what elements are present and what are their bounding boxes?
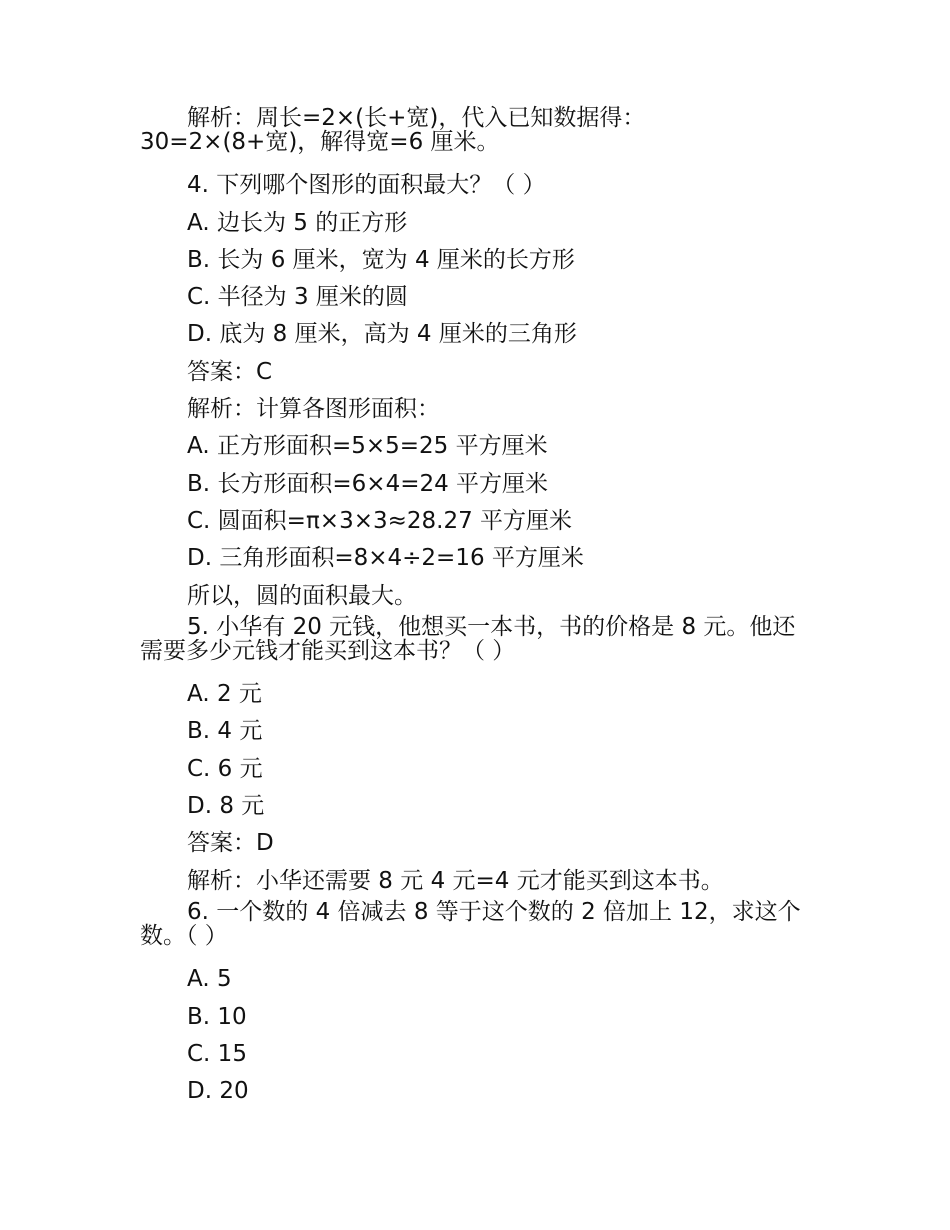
text-line: 解析：计算各图形面积： — [187, 396, 440, 423]
text-line: 5. 小华有 20 元钱，他想买一本书，书的价格是 8 元。他还需要多少元钱才能买到这本书？（ ） — [140, 613, 796, 664]
text-line: 答案：D — [187, 830, 274, 857]
text-line: D. 三角形面积=8×4÷2=16 平方厘米 — [187, 545, 584, 572]
text-line: B. 4 元 — [187, 718, 263, 745]
text-line: A. 2 元 — [187, 681, 262, 708]
text-line: C. 15 — [187, 1040, 247, 1067]
text-line: 解析：周长=2×(长+宽)，代入已知数据得：30=2×(8+宽)，解得宽=6 厘米。 — [140, 105, 646, 155]
document-body — [140, 106, 810, 1110]
text-line: A. 边长为 5 的正方形 — [187, 209, 408, 236]
text-line: A. 5 — [187, 966, 232, 993]
text-line: 4. 下列哪个图形的面积最大？（ ） — [187, 172, 546, 199]
text-line: 解析：小华还需要 8 元 4 元=4 元才能买到这本书。 — [187, 867, 724, 894]
text-line: 答案：C — [187, 358, 273, 385]
text-line: B. 10 — [187, 1003, 247, 1030]
text-line: A. 正方形面积=5×5=25 平方厘米 — [187, 433, 548, 460]
text-line: 6. 一个数的 4 倍减去 8 等于这个数的 2 倍加上 12，求这个数。（ ） — [140, 898, 801, 949]
text-line: C. 半径为 3 厘米的圆 — [187, 284, 408, 311]
text-line: B. 长方形面积=6×4=24 平方厘米 — [187, 470, 549, 497]
text-line: B. 长为 6 厘米，宽为 4 厘米的长方形 — [187, 246, 575, 273]
text-line: 所以，圆的面积最大。 — [187, 582, 417, 609]
text-line: C. 圆面积=π×3×3≈28.27 平方厘米 — [187, 507, 573, 534]
text-line: D. 底为 8 厘米，高为 4 厘米的三角形 — [187, 321, 577, 348]
text-line: D. 8 元 — [187, 793, 265, 820]
text-line: C. 6 元 — [187, 755, 263, 782]
text-line: D. 20 — [187, 1078, 249, 1105]
